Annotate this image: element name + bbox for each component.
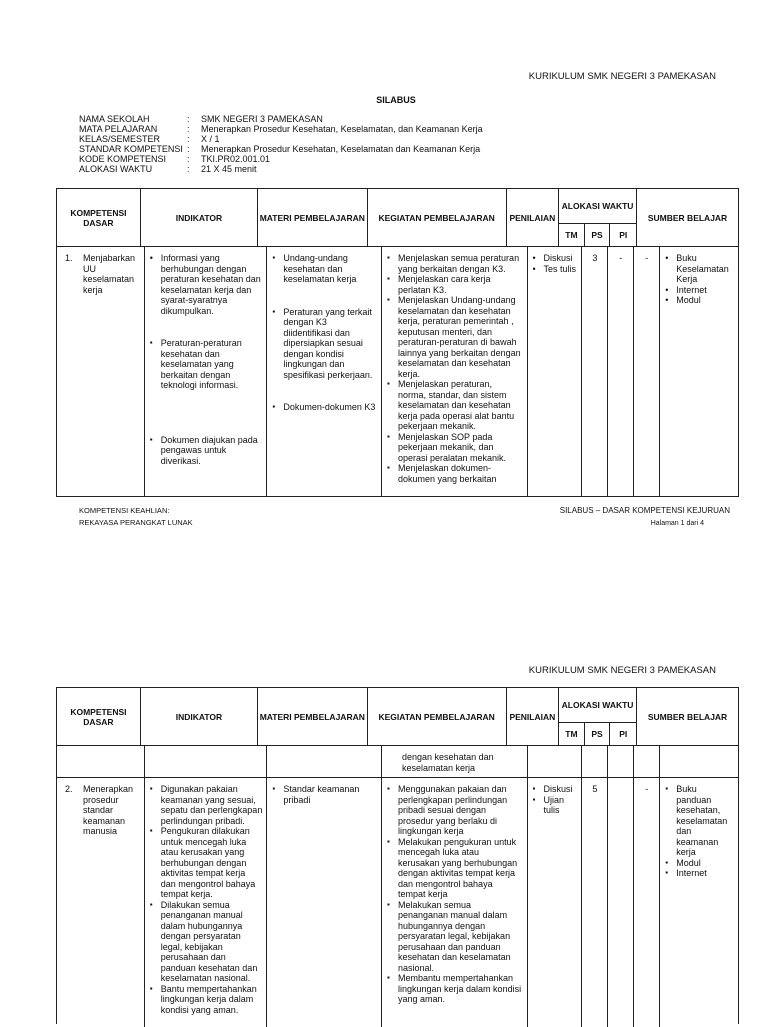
tm-cell: 3 bbox=[582, 247, 608, 497]
info-row bbox=[79, 154, 639, 164]
list-item: ▪ Internet bbox=[664, 868, 734, 879]
col-ps: PS bbox=[585, 224, 611, 246]
info-value: 21 X 45 menit bbox=[201, 164, 257, 174]
col-tm: TM bbox=[559, 224, 585, 246]
col-materi: MATERI PEMBELAJARAN bbox=[258, 189, 368, 246]
list-item: ▪ Pengukuran dilakukan untuk mencegah luka atau kerusakan yang berhubungan dengan aktivitas tempat kerja dan mengontrol bahaya tempat kerja. bbox=[149, 826, 263, 900]
info-value: Menerapkan Prosedur Kesehatan, Keselamatan, dan Keamanan Kerja bbox=[201, 124, 483, 134]
list-item: ▪ Menjelaskan semua peraturan yang berkaitan dengan K3. bbox=[386, 253, 523, 274]
col-penilaian: PENILAIAN bbox=[507, 688, 559, 745]
materi-cell bbox=[267, 247, 382, 497]
col-kompetensi-dasar: KOMPETENSI DASAR bbox=[57, 688, 141, 745]
kd-text: Menjabarkan UU keselamatan kerja bbox=[83, 253, 136, 295]
list-item: ▪ Menjelaskan peraturan, norma, standar, dan sistem keselamatan dan kesehatan kerja pada operasi alat bantu pekerjaan mekanik. bbox=[386, 379, 523, 432]
table-row bbox=[57, 777, 738, 1027]
list-item: ▪ Menjelaskan cara kerja perlatan K3. bbox=[386, 274, 523, 295]
list-item: • Internet bbox=[664, 285, 734, 296]
list-item: ▪ Buku panduan kesehatan, keselamatan dan keamanan kerja bbox=[664, 784, 734, 858]
info-row bbox=[79, 164, 639, 174]
col-alokasi-waktu bbox=[559, 189, 637, 246]
kegiatan-continuation: dengan kesehatan dan keselamatan kerja bbox=[382, 746, 528, 777]
list-item: • Tes tulis bbox=[532, 264, 578, 275]
col-pi: PI bbox=[619, 230, 628, 240]
table-row bbox=[57, 246, 738, 497]
kd-number: 2. bbox=[65, 784, 73, 794]
info-sep: : bbox=[187, 134, 190, 144]
list-item: ▪ Menjelaskan Undang-undang keselamatan dan kesehatan kerja, peraturan pemerintah , keputusan menteri, dan peraturan-peraturan di bawah lainnya yang berkaitan dengan keselamatan dan kesehatan kerja. bbox=[386, 295, 523, 379]
list-item: ▪ Menjelaskan SOP pada pekerjaan mekanik, dan operasi peralatan mekanik. bbox=[386, 432, 523, 464]
col-kegiatan: KEGIATAN PEMBELAJARAN bbox=[368, 688, 507, 745]
materi-cell bbox=[267, 778, 382, 1027]
info-row bbox=[79, 144, 639, 154]
alokasi-subheader bbox=[559, 723, 636, 745]
page1-header: KURIKULUM SMK NEGERI 3 PAMEKASAN bbox=[528, 71, 716, 82]
ps-cell bbox=[608, 778, 634, 1027]
table-row-continuation bbox=[57, 745, 738, 777]
page1-title: SILABUS bbox=[376, 95, 416, 105]
identity-block bbox=[79, 114, 639, 174]
info-row bbox=[79, 124, 639, 134]
info-value: X / 1 bbox=[201, 134, 220, 144]
penilaian-cell bbox=[528, 778, 583, 1027]
list-item: • Buku Keselamatan Kerja bbox=[664, 253, 734, 285]
info-value: TKI.PR02.001.01 bbox=[201, 154, 271, 164]
info-sep: : bbox=[187, 164, 190, 174]
list-item: ▪ Standar keamanan pribadi bbox=[271, 784, 377, 805]
kd-number: 1. bbox=[65, 253, 73, 263]
list-item: • Diskusi bbox=[532, 253, 578, 264]
col-penilaian: PENILAIAN bbox=[507, 189, 559, 246]
list-item: ▪ Bantu mempertahankan lingkungan kerja dalam kondisi yang aman. bbox=[149, 984, 263, 1016]
footer-right-2: Halaman 1 dari 4 bbox=[650, 520, 704, 527]
col-alokasi-waktu bbox=[559, 688, 637, 745]
list-item: ▪ Dokumen-dokumen K3 bbox=[271, 402, 377, 413]
page2-header: KURIKULUM SMK NEGERI 3 PAMEKASAN bbox=[528, 665, 716, 676]
col-ps: PS bbox=[585, 723, 611, 745]
list-item: ▪ Dokumen diajukan pada pengawas untuk diverikasi. bbox=[149, 435, 263, 467]
info-key: MATA PELAJARAN bbox=[79, 124, 158, 134]
info-row bbox=[79, 134, 639, 144]
info-key: STANDAR KOMPETENSI bbox=[79, 144, 183, 154]
alokasi-label: ALOKASI WAKTU bbox=[559, 189, 636, 224]
alokasi-subheader bbox=[559, 224, 636, 246]
info-sep: : bbox=[187, 114, 190, 124]
col-kompetensi-dasar: KOMPETENSI DASAR bbox=[57, 189, 141, 246]
list-item: ▪ Membantu mempertahankan lingkungan kerja dalam kondisi yang aman. bbox=[386, 973, 523, 1005]
table-header-row bbox=[57, 189, 738, 246]
footer-left-1: KOMPETENSI KEAHLIAN: bbox=[79, 506, 170, 515]
tm-cell: 5 bbox=[582, 778, 608, 1027]
info-row bbox=[79, 114, 639, 124]
list-item: ▪ Digunakan pakaian keamanan yang sesuai, sepatu dan perlengkapan perlindungan pribadi. bbox=[149, 784, 263, 826]
col-pi: PI bbox=[619, 729, 628, 739]
info-key: NAMA SEKOLAH bbox=[79, 114, 150, 124]
sumber-cell bbox=[660, 247, 738, 497]
kd-cell bbox=[57, 247, 145, 497]
kd-cell bbox=[57, 778, 145, 1027]
list-item: ▪ Menjelaskan dokumen-dokumen yang berkaitan bbox=[386, 463, 523, 484]
info-key: KODE KOMPETENSI bbox=[79, 154, 167, 164]
info-value: Menerapkan Prosedur Kesehatan, Keselamatan dan Keamanan Kerja bbox=[201, 144, 481, 154]
list-item: ▪ Menggunakan pakaian dan perlengkapan perlindungan pribadi sesuai dengan prosedur yang berlaku di lingkungan kerja bbox=[386, 784, 523, 837]
kd-text: Menerapkan prosedur standar keamanan manusia bbox=[83, 784, 134, 836]
indikator-cell bbox=[145, 778, 268, 1027]
col-indikator: INDIKATOR bbox=[141, 688, 258, 745]
col-materi: MATERI PEMBELAJARAN bbox=[258, 688, 368, 745]
list-item: ▪ Modul bbox=[664, 858, 734, 869]
info-key: KELAS/SEMESTER bbox=[79, 134, 161, 144]
list-item: ▪ Melakukan semua penanganan manual dalam hubungannya dengan persyaratan legal, kebijakan perusahaan dan panduan kesehatan dan keselamatan nasional. bbox=[386, 900, 523, 974]
syllabus-table-page2 bbox=[56, 687, 739, 1024]
col-sumber-belajar: SUMBER BELAJAR bbox=[647, 212, 728, 223]
list-item: ▪ Melakukan pengukuran untuk mencegah luka atau kerusakan yang berhubungan dengan aktivitas tempat kerja dan mengontrol bahaya tempat kerja bbox=[386, 837, 523, 900]
info-sep: : bbox=[187, 124, 190, 134]
pi-cell: - bbox=[634, 778, 660, 1027]
penilaian-cell bbox=[528, 247, 583, 497]
list-item: ▪ Diskusi bbox=[532, 784, 578, 795]
list-item: ▪ Peraturan-peraturan kesehatan dan keselamatan yang berkaitan dengan teknologi informasi. bbox=[149, 338, 263, 391]
alokasi-label: ALOKASI WAKTU bbox=[559, 688, 636, 723]
ps-cell: - bbox=[608, 247, 634, 497]
info-value: SMK NEGERI 3 PAMEKASAN bbox=[201, 114, 323, 124]
pi-cell: - bbox=[634, 247, 660, 497]
col-sumber-belajar: SUMBER BELAJAR bbox=[647, 711, 728, 722]
indikator-cell bbox=[145, 247, 268, 497]
sumber-cell bbox=[660, 778, 738, 1027]
footer-right-1: SILABUS – DASAR KOMPETENSI KEJURUAN bbox=[559, 506, 730, 515]
info-sep: : bbox=[187, 154, 190, 164]
footer-left-2: REKAYASA PERANGKAT LUNAK bbox=[79, 518, 193, 527]
list-item: • Modul bbox=[664, 295, 734, 306]
col-kegiatan: KEGIATAN PEMBELAJARAN bbox=[368, 189, 507, 246]
kegiatan-cell bbox=[382, 247, 528, 497]
col-indikator: INDIKATOR bbox=[141, 189, 258, 246]
kegiatan-cell bbox=[382, 778, 528, 1027]
info-key: ALOKASI WAKTU bbox=[79, 164, 153, 174]
col-tm: TM bbox=[559, 723, 585, 745]
list-item: ▪ Undang-undang kesehatan dan keselamatan kerja bbox=[271, 253, 377, 285]
list-item: • Informasi yang berhubungan dengan peraturan kesehatan dan keselamatan kerja dan syarat-syaratnya dikumpulkan. bbox=[149, 253, 263, 316]
list-item: ▪ Peraturan yang terkait dengan K3 diidentifikasi dan dipersiapkan sesuai dengan kondisi lingkungan dan spesifikasi perkerjaan. bbox=[271, 307, 377, 381]
info-sep: : bbox=[187, 144, 190, 154]
list-item: ▪ Ujian tulis bbox=[532, 795, 578, 816]
list-item: ▪ Dilakukan semua penanganan manual dalam hubungannya dengan persyaratan legal, kebijakan perusahaan dan panduan kesehatan dan keselamatan nasional. bbox=[149, 900, 263, 984]
table-header-row bbox=[57, 688, 738, 745]
syllabus-table-page1 bbox=[56, 188, 739, 497]
